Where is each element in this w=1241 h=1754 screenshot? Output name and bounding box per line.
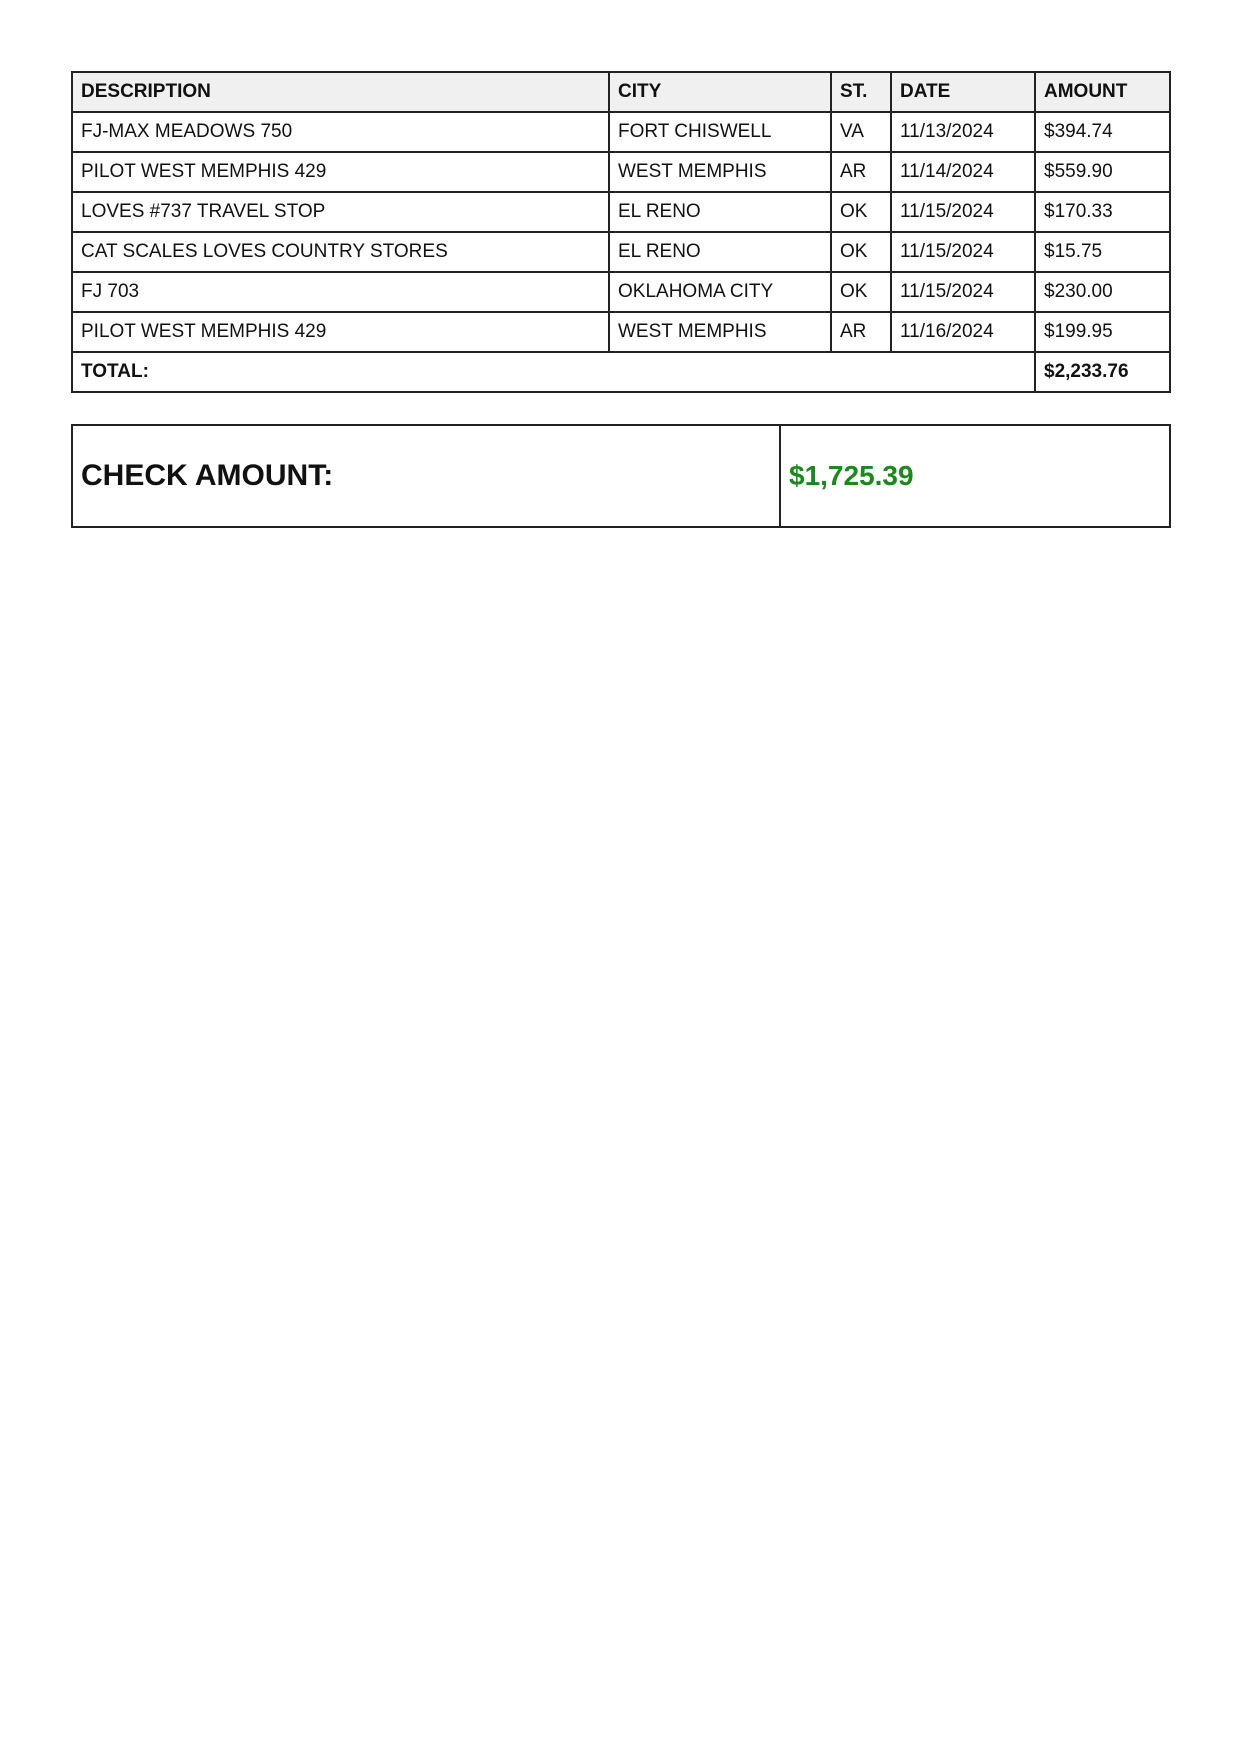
table-row: [72, 272, 1170, 312]
cell-description: PILOT WEST MEMPHIS 429: [72, 312, 609, 352]
header-city: CITY: [609, 72, 831, 112]
cell-date: 11/15/2024: [891, 192, 1035, 232]
cell-description: FJ-MAX MEADOWS 750: [72, 112, 609, 152]
header-description: DESCRIPTION: [72, 72, 609, 112]
cell-date: 11/14/2024: [891, 152, 1035, 192]
total-row: [72, 352, 1170, 392]
header-date: DATE: [891, 72, 1035, 112]
cell-date: 11/15/2024: [891, 232, 1035, 272]
cell-amount: $230.00: [1035, 272, 1170, 312]
cell-date: 11/13/2024: [891, 112, 1035, 152]
cell-description: PILOT WEST MEMPHIS 429: [72, 152, 609, 192]
cell-date: 11/15/2024: [891, 272, 1035, 312]
cell-state: OK: [831, 232, 891, 272]
table-row: [72, 232, 1170, 272]
cell-amount: $559.90: [1035, 152, 1170, 192]
cell-amount: $199.95: [1035, 312, 1170, 352]
total-label: TOTAL:: [72, 352, 609, 392]
cell-description: CAT SCALES LOVES COUNTRY STORES: [72, 232, 609, 272]
cell-city: WEST MEMPHIS: [609, 312, 831, 352]
cell-date: 11/16/2024: [891, 312, 1035, 352]
header-state: ST.: [831, 72, 891, 112]
cell-amount: $394.74: [1035, 112, 1170, 152]
total-value: $2,233.76: [1035, 352, 1170, 392]
cell-city: EL RENO: [609, 232, 831, 272]
cell-state: OK: [831, 272, 891, 312]
cell-amount: $170.33: [1035, 192, 1170, 232]
header-amount: AMOUNT: [1035, 72, 1170, 112]
check-amount-value: $1,725.39: [789, 460, 914, 491]
cell-state: AR: [831, 312, 891, 352]
total-spacer: [609, 352, 1035, 392]
cell-city: EL RENO: [609, 192, 831, 232]
cell-state: VA: [831, 112, 891, 152]
cell-city: FORT CHISWELL: [609, 112, 831, 152]
table-row: [72, 192, 1170, 232]
cell-description: FJ 703: [72, 272, 609, 312]
check-amount-label: CHECK AMOUNT:: [73, 426, 781, 526]
table-header-row: [72, 72, 1170, 112]
table-row: [72, 312, 1170, 352]
cell-state: OK: [831, 192, 891, 232]
cell-city: WEST MEMPHIS: [609, 152, 831, 192]
table-row: [72, 152, 1170, 192]
table-row: [72, 112, 1170, 152]
check-amount-box: [71, 424, 1171, 528]
cell-state: AR: [831, 152, 891, 192]
cell-description: LOVES #737 TRAVEL STOP: [72, 192, 609, 232]
cell-amount: $15.75: [1035, 232, 1170, 272]
expense-table: [71, 71, 1171, 393]
cell-city: OKLAHOMA CITY: [609, 272, 831, 312]
